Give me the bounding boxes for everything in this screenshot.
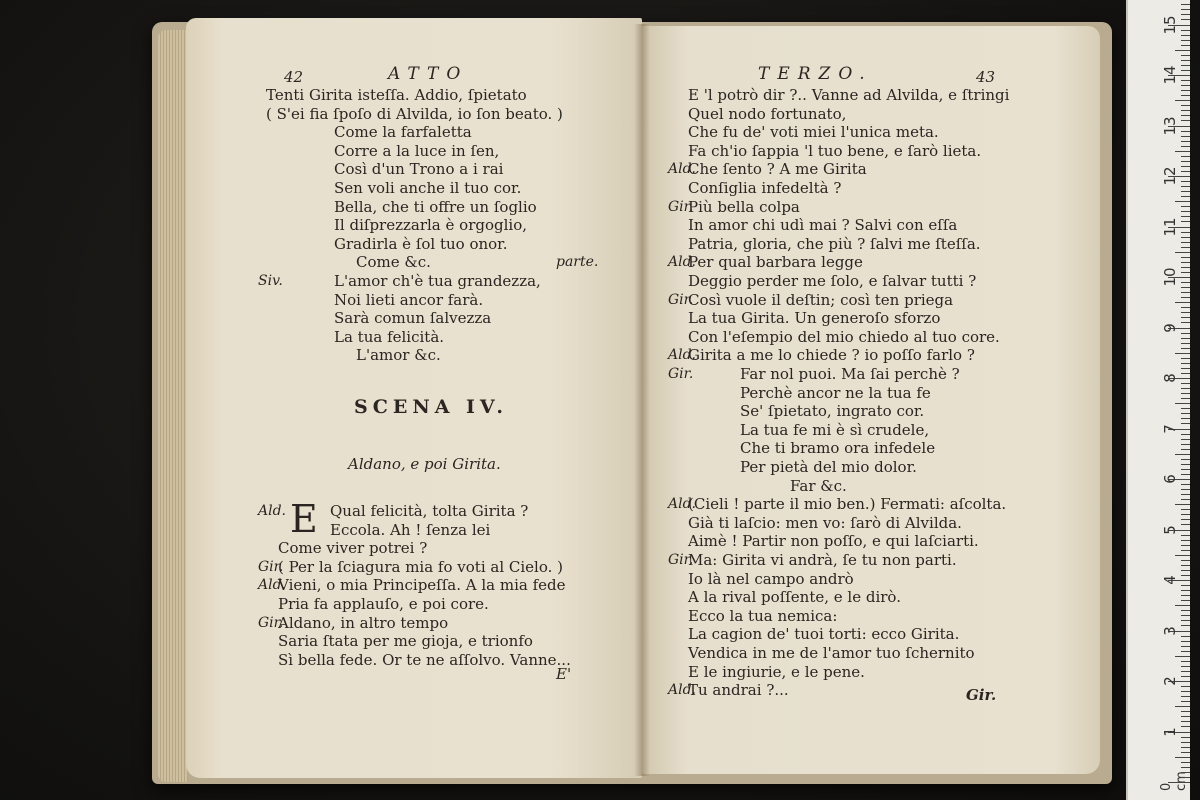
ruler-tick (1181, 237, 1190, 238)
speaker-label: Ald. (668, 496, 696, 513)
verse-line: Come la farfaletta (334, 123, 472, 142)
speaker-label: Gir. (668, 198, 694, 215)
ruler-tick (1181, 636, 1190, 637)
ruler-tick (1181, 60, 1190, 61)
left-catchword: E' (556, 665, 572, 683)
ruler-number: 9 (1161, 322, 1179, 333)
ruler-tick (1181, 625, 1190, 626)
ruler-tick (1181, 726, 1190, 727)
ruler-tick (1181, 338, 1190, 339)
ruler-tick (1181, 146, 1190, 147)
ruler-tick (1181, 449, 1190, 450)
ruler-tick (1181, 267, 1190, 268)
ruler-tick (1181, 721, 1190, 722)
speaker-label: Siv. (258, 273, 283, 289)
verse-line: Che ti bramo ora infedele (740, 439, 936, 458)
ruler-tick (1181, 772, 1190, 773)
verse-line: Pria fa applauſo, e poi core. (278, 595, 489, 613)
verse-line: Per pietà del mio dolor. (740, 458, 917, 476)
ruler-tick (1175, 403, 1190, 404)
ruler-tick (1175, 151, 1190, 152)
ruler-tick (1181, 711, 1190, 712)
verse-line: Con l'eſempio del mio chiedo al tuo core. (688, 327, 1000, 346)
ruler-tick (1181, 4, 1190, 5)
ruler-tick (1181, 297, 1190, 298)
ruler-tick (1181, 307, 1190, 308)
ruler-number: 10 (1161, 267, 1179, 287)
verse-line: L'amor ch'è tua grandezza, (334, 272, 541, 290)
verse-line: La tua Girita. Un generoſo sforzo (688, 309, 941, 328)
ruler-tick (1181, 65, 1190, 66)
verse-line: In amor chi udì mai ? Salvi con eſſa (688, 216, 958, 235)
ruler-tick (1181, 14, 1190, 15)
ruler-tick (1181, 282, 1190, 283)
verse-line: Conſiglia infedeltà ? (688, 179, 842, 197)
ruler-tick (1181, 590, 1190, 591)
ruler-tick (1181, 232, 1190, 233)
ruler-tick (1181, 489, 1190, 490)
ruler-tick (1181, 171, 1190, 172)
verse-line: Eccola. Ah ! ſenza lei (330, 520, 491, 539)
ruler-tick (1181, 595, 1190, 596)
ruler-tick (1181, 383, 1190, 384)
ruler-tick (1181, 95, 1190, 96)
verse-line: Saria ſtata per me gioja, e trionfo (278, 632, 533, 651)
ruler-tick (1181, 115, 1190, 116)
verse-line: Per qual barbara legge (688, 253, 863, 272)
ruler-tick (1181, 9, 1190, 10)
ruler-tick (1181, 110, 1190, 111)
verse-line: Fa ch'io ſappia 'l tuo bene, e ſarò lieta. (688, 141, 982, 160)
drop-cap: E (290, 497, 318, 541)
ruler-tick (1181, 55, 1190, 56)
verse-line: Come viver potrei ? (278, 539, 428, 558)
ruler-tick (1181, 90, 1190, 91)
verse-line: Aldano, in altro tempo (278, 613, 449, 632)
ruler-tick (1181, 368, 1190, 369)
ruler-tick (1181, 691, 1190, 692)
speaker-label: Ald. (668, 347, 696, 364)
ruler-tick (1181, 646, 1190, 647)
ruler-tick (1181, 242, 1190, 243)
ruler-tick (1181, 651, 1190, 652)
verse-line: Ma: Girita vi andrà, ſe tu non parti. (688, 551, 957, 569)
ruler-number: 12 (1161, 166, 1179, 186)
ruler-tick (1181, 247, 1190, 248)
ruler-tick (1181, 716, 1190, 717)
ruler-tick (1175, 757, 1190, 758)
verse-line: Tenti Girita isteſſa. Addio, ſpietato (266, 86, 527, 104)
verse-line: (Cieli ! parte il mio ben.) Fermati: aſcolta. (688, 495, 1007, 514)
ruler-tick (1181, 348, 1190, 349)
ruler-tick (1181, 156, 1190, 157)
verse-line: Il diſprezzarla è orgoglio, (334, 216, 527, 235)
ruler-tick (1181, 262, 1190, 263)
verse-line: Sì bella fede. Or te ne aſſolvo. Vanne... (278, 650, 571, 669)
ruler-tick (1181, 519, 1190, 520)
verse-line: Far &c. (790, 476, 847, 495)
verse-line: Sarà comun ſalvezza (334, 309, 492, 328)
ruler-number: 1 (1161, 726, 1179, 737)
ruler-number: 2 (1161, 676, 1179, 686)
verse-line: Sen voli anche il tuo cor. (334, 179, 522, 197)
ruler-tick (1181, 408, 1190, 409)
speaker-label: Ald. (668, 682, 696, 699)
verse-line: Io là nel campo andrò (688, 569, 854, 588)
speaker-label: Ald. (258, 577, 286, 594)
ruler-tick (1181, 762, 1190, 763)
ruler-tick (1181, 136, 1190, 137)
verse-line: Quel nodo fortunato, (688, 104, 847, 123)
ruler-tick (1181, 509, 1190, 510)
verse-line: Aimè ! Partir non poſſo, e qui laſciarti. (688, 532, 979, 551)
ruler-number: 5 (1161, 524, 1179, 535)
ruler-number: 3 (1161, 625, 1179, 636)
ruler-tick (1181, 45, 1190, 46)
ruler-tick (1181, 565, 1190, 566)
ruler-tick (1181, 35, 1190, 36)
ruler-tick (1181, 615, 1190, 616)
ruler-tick (1181, 418, 1190, 419)
right-catchword: Gir. (966, 686, 997, 704)
ruler-tick (1168, 782, 1190, 783)
ruler-tick (1175, 605, 1190, 606)
ruler-number: 11 (1161, 216, 1179, 237)
ruler-tick (1181, 272, 1190, 273)
ruler-tick (1181, 620, 1190, 621)
verse-line: Ecco la tua nemica: (688, 606, 838, 625)
verse-line: Qual felicità, tolta Girita ? (330, 502, 529, 520)
ruler-tick (1181, 474, 1190, 475)
verse-line: Vieni, o mia Principeſſa. A la mia fede (278, 576, 566, 595)
ruler-tick (1181, 676, 1190, 677)
ruler-tick (1181, 166, 1190, 167)
speaker-label: Gir. (668, 291, 694, 308)
ruler-tick (1181, 105, 1190, 106)
speaker-label: Ald. (668, 254, 696, 271)
ruler-tick (1181, 40, 1190, 41)
left-page-number: 42 (284, 68, 304, 86)
ruler-tick (1181, 287, 1190, 288)
ruler-tick (1181, 767, 1190, 768)
ruler-tick (1175, 252, 1190, 253)
ruler-tick (1181, 131, 1190, 132)
ruler-number: 8 (1161, 373, 1179, 383)
ruler-tick (1181, 434, 1190, 435)
stage-direction: parte. (556, 254, 599, 271)
ruler-tick (1175, 555, 1190, 556)
ruler-tick (1181, 439, 1190, 440)
ruler-tick (1181, 120, 1190, 121)
ruler-tick (1181, 701, 1190, 702)
ruler-tick (1181, 196, 1190, 197)
ruler-tick (1181, 85, 1190, 86)
verse-line: Perchè ancor ne la tua fe (740, 383, 931, 402)
verse-line: Che fu de' voti miei l'unica meta. (688, 123, 939, 142)
verse-line: Girita a me lo chiede ? io poſſo farlo ? (688, 346, 975, 365)
verse-line: Patria, gloria, che più ? ſalvi me ſteſſa. (688, 234, 981, 253)
ruler-number: 14 (1161, 65, 1179, 85)
ruler-tick (1175, 454, 1190, 455)
ruler-tick (1175, 656, 1190, 657)
ruler-tick (1181, 514, 1190, 515)
ruler-tick (1181, 333, 1190, 334)
speaker-label: Gir. (258, 614, 284, 631)
ruler-tick (1181, 216, 1190, 217)
scene-title: SCENA IV. (354, 396, 508, 418)
ruler-tick (1181, 671, 1190, 672)
ruler-tick (1181, 191, 1190, 192)
ruler-tick (1181, 444, 1190, 445)
ruler-tick (1181, 641, 1190, 642)
ruler-tick (1181, 600, 1190, 601)
verse-line: Se' ſpietato, ingrato cor. (740, 402, 925, 421)
ruler-tick (1181, 545, 1190, 546)
ruler-tick (1175, 100, 1190, 101)
ruler-unit-label: 0 (1159, 782, 1174, 791)
left-running-head: ATTO (388, 64, 469, 84)
speaker-label: Ald. (258, 503, 286, 519)
speaker-label: Ald. (668, 161, 696, 178)
verse-line: A la rival poſſente, e le dirò. (688, 588, 901, 607)
ruler-tick (1181, 494, 1190, 495)
ruler-tick (1181, 661, 1190, 662)
ruler-tick (1181, 322, 1190, 323)
ruler-tick (1181, 221, 1190, 222)
ruler-tick (1181, 696, 1190, 697)
ruler-tick (1181, 211, 1190, 212)
ruler-tick (1181, 484, 1190, 485)
page-edges (158, 30, 188, 782)
ruler-number: 4 (1161, 575, 1179, 585)
ruler-tick (1181, 459, 1190, 460)
verse-line: Tu andrai ?... (688, 681, 789, 700)
ruler-tick (1181, 550, 1190, 551)
verse-line: Più bella colpa (688, 197, 800, 216)
ruler-tick (1181, 535, 1190, 536)
verse-line: Già ti laſcio: men vo: ſarò di Alvilda. (688, 513, 962, 532)
ruler-tick (1181, 777, 1190, 778)
ruler-tick (1181, 398, 1190, 399)
verse-line: Che ſento ? A me Girita (688, 160, 867, 179)
ruler-tick (1181, 317, 1190, 318)
ruler-number: 6 (1161, 474, 1179, 484)
verse-line: La tua fe mi è sì crudele, (740, 420, 930, 439)
verse-line: Noi lieti ancor farà. (334, 290, 484, 309)
ruler-tick (1181, 585, 1190, 586)
ruler-tick (1175, 706, 1190, 707)
verse-line: La tua felicità. (334, 327, 445, 346)
ruler-tick (1175, 504, 1190, 505)
ruler-tick (1181, 373, 1190, 374)
verse-line: Corre a la luce in ſen, (334, 141, 500, 160)
ruler-tick (1181, 358, 1190, 359)
ruler-tick (1181, 469, 1190, 470)
measuring-ruler (1126, 0, 1190, 800)
ruler-number: 15 (1161, 14, 1179, 35)
ruler-tick (1181, 181, 1190, 182)
ruler-tick (1181, 499, 1190, 500)
ruler-tick (1181, 610, 1190, 611)
ruler-tick (1181, 312, 1190, 313)
book-gutter (634, 24, 650, 776)
ruler-tick (1181, 570, 1190, 571)
ruler-tick (1181, 540, 1190, 541)
verse-line: Così d'un Trono a i rai (334, 160, 504, 179)
ruler-tick (1181, 742, 1190, 743)
ruler-tick (1181, 747, 1190, 748)
ruler-tick (1181, 560, 1190, 561)
verse-line: Così vuole il deſtin; così ten priega (688, 290, 954, 309)
ruler-tick (1181, 19, 1190, 20)
ruler-tick (1181, 686, 1190, 687)
verse-line: E le ingiurie, e le pene. (688, 662, 865, 681)
verse-line: Come &c. (356, 253, 431, 272)
ruler-tick (1181, 257, 1190, 258)
verse-line: Far nol puoi. Ma ſai perchè ? (740, 365, 960, 383)
ruler-tick (1181, 388, 1190, 389)
ruler-tick (1181, 206, 1190, 207)
ruler-tick (1175, 201, 1190, 202)
ruler-tick (1181, 666, 1190, 667)
ruler-tick (1175, 353, 1190, 354)
ruler-number: 13 (1161, 115, 1179, 136)
right-running-head: TERZO. (758, 64, 873, 84)
ruler-number: 7 (1161, 423, 1179, 434)
ruler-tick (1181, 575, 1190, 576)
verse-line: Bella, che ti offre un ſoglio (334, 197, 537, 216)
right-page-number: 43 (976, 68, 996, 86)
ruler-tick (1181, 363, 1190, 364)
ruler-tick (1181, 292, 1190, 293)
ruler-tick (1181, 80, 1190, 81)
ruler-tick (1175, 302, 1190, 303)
ruler-tick (1181, 70, 1190, 71)
ruler-tick (1181, 343, 1190, 344)
ruler-tick (1181, 752, 1190, 753)
ruler-tick (1181, 413, 1190, 414)
verse-line: Deggio perder me ſolo, e ſalvar tutti ? (688, 272, 977, 290)
speaker-label: Gir. (668, 552, 694, 568)
scene-cast: Aldano, e poi Girita. (348, 455, 501, 473)
verse-line: Gradirla è ſol tuo onor. (334, 234, 508, 253)
verse-line: Vendica in me de l'amor tuo ſchernito (688, 644, 975, 662)
speaker-label: Gir. (668, 366, 694, 382)
verse-line: ( S'ei fia ſpoſo di Alvilda, io ſon beato. ) (266, 104, 563, 123)
verse-line: L'amor &c. (356, 346, 441, 365)
speaker-label: Gir. (258, 558, 284, 575)
ruler-tick (1175, 50, 1190, 51)
ruler-tick (1181, 141, 1190, 142)
ruler-tick (1181, 423, 1190, 424)
verse-line: E 'l potrò dir ?.. Vanne ad Alvilda, e ſtringi (688, 86, 1010, 104)
ruler-tick (1181, 186, 1190, 187)
ruler-tick (1181, 464, 1190, 465)
ruler-tick (1181, 30, 1190, 31)
verse-line: ( Per la ſciagura mia fo voti al Cielo. ) (278, 557, 563, 576)
verse-line: La cagion de' tuoi torti: ecco Girita. (688, 625, 960, 644)
ruler-tick (1181, 161, 1190, 162)
ruler-tick (1181, 393, 1190, 394)
ruler-tick (1181, 737, 1190, 738)
ruler-tick (1181, 524, 1190, 525)
